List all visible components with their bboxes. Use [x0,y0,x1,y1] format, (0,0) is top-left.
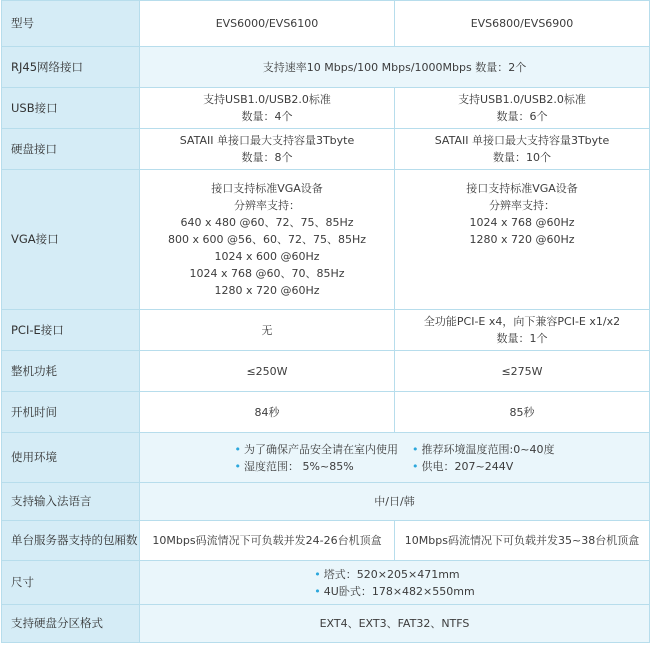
row-fs [2,605,650,643]
usb-a-line-2: 数量：4个 [241,110,293,123]
label-vga: VGA接口 [2,170,140,310]
bullet-dot-icon: • [412,459,419,473]
power-a: ≤250W [140,351,395,392]
row-size [2,561,650,605]
model-b: EVS6800/EVS6900 [395,1,650,47]
label-env: 使用环境 [2,433,140,483]
row-rj45 [2,47,650,88]
env-item: • 为了确保产品安全请在室内使用 [234,442,399,456]
disk-a-line-1: SATAII 单接口最大支持容量3Tbyte [179,134,355,147]
spec-table [1,0,650,643]
row-model [2,1,650,47]
vga-b-line-4: 1280 x 720 @60Hz [469,233,575,246]
pcie-b-line-1: 全功能PCI-E x4，向下兼容PCI-E x1/x2 [423,315,621,328]
env-bullet-list [235,441,555,475]
label-usb: USB接口 [2,88,140,129]
env-value [140,433,650,483]
bullet-dot-icon: • [314,567,321,581]
label-disk: 硬盘接口 [2,129,140,170]
row-boot [2,392,650,433]
vga-b-line-2: 分辨率支持： [489,199,555,212]
label-boot: 开机时间 [2,392,140,433]
row-power [2,351,650,392]
env-item: • 供电：207~244V [412,459,514,473]
pcie-b [395,310,650,351]
fs-value: EXT4、EXT3、FAT32、NTFS [140,605,650,643]
boot-b: 85秒 [395,392,650,433]
vga-a-line-3: 640 x 480 @60、72、75、85Hz [180,216,354,229]
vga-a-line-6: 1024 x 768 @60、70、85Hz [189,267,345,280]
vga-a-line-4: 800 x 600 @56、60、72、75、85Hz [167,233,367,246]
usb-a [140,88,395,129]
size-value [140,561,650,605]
bullet-dot-icon: • [234,442,242,456]
usb-a-line-1: 支持USB1.0/USB2.0标准 [203,93,331,106]
rj45-value: 支持速率10 Mbps/100 Mbps/1000Mbps 数量：2个 [140,47,650,88]
size-list [314,566,474,600]
disk-a [140,129,395,170]
model-a: EVS6000/EVS6100 [140,1,395,47]
vga-b-line-3: 1024 x 768 @60Hz [469,216,575,229]
disk-a-line-2: 数量：8个 [241,151,293,164]
row-ime [2,483,650,521]
label-model: 型号 [2,1,140,47]
env-item: • 湿度范围： 5%~85% [234,459,354,473]
label-pcie: PCI-E接口 [2,310,140,351]
row-channels [2,521,650,561]
usb-b [395,88,650,129]
channels-b: 10Mbps码流情况下可负载并发35~38台机顶盒 [395,521,650,561]
channels-a: 10Mbps码流情况下可负载并发24-26台机顶盒 [140,521,395,561]
usb-b-line-1: 支持USB1.0/USB2.0标准 [458,93,586,106]
bullet-dot-icon: • [314,584,321,598]
label-power: 整机功耗 [2,351,140,392]
vga-a-line-5: 1024 x 600 @60Hz [214,250,320,263]
env-item: • 推荐环境温度范围:0~40度 [412,442,555,456]
label-channels: 单台服务器支持的包厢数 [2,521,140,561]
disk-b [395,129,650,170]
row-vga [2,170,650,310]
row-usb [2,88,650,129]
vga-a-line-1: 接口支持标准VGA设备 [211,182,323,195]
row-disk [2,129,650,170]
label-rj45: RJ45网络接口 [2,47,140,88]
label-ime: 支持输入法语言 [2,483,140,521]
ime-value: 中/日/韩 [140,483,650,521]
vga-a [140,170,395,310]
vga-b-line-1: 接口支持标准VGA设备 [466,182,578,195]
label-fs: 支持硬盘分区格式 [2,605,140,643]
row-env [2,433,650,483]
disk-b-line-2: 数量：10个 [493,151,551,164]
pcie-a: 无 [140,310,395,351]
vga-a-line-2: 分辨率支持： [234,199,300,212]
boot-a: 84秒 [140,392,395,433]
size-item: • 4U卧式：178×482×550mm [314,584,475,598]
usb-b-line-2: 数量：6个 [496,110,548,123]
disk-b-line-1: SATAII 单接口最大支持容量3Tbyte [434,134,610,147]
vga-b [395,170,650,310]
size-item: • 塔式：520×205×471mm [314,567,460,581]
vga-a-line-7: 1280 x 720 @60Hz [214,284,320,297]
power-b: ≤275W [395,351,650,392]
bullet-dot-icon: • [234,459,242,473]
bullet-dot-icon: • [412,442,419,456]
row-pcie [2,310,650,351]
pcie-b-line-2: 数量：1个 [496,332,548,345]
label-size: 尺寸 [2,561,140,605]
